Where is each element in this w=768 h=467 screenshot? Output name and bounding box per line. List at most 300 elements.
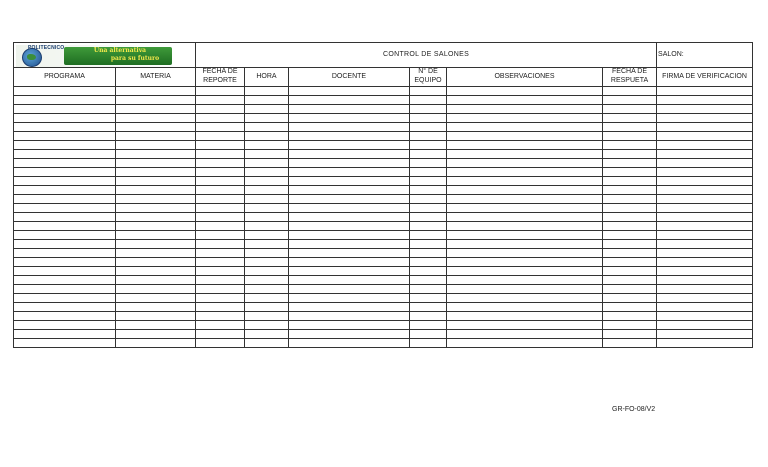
- table-cell[interactable]: [245, 132, 289, 141]
- table-cell[interactable]: [447, 195, 603, 204]
- table-cell[interactable]: [196, 249, 245, 258]
- table-row: [14, 159, 753, 168]
- table-cell[interactable]: [289, 177, 410, 186]
- table-cell[interactable]: [289, 132, 410, 141]
- table-cell[interactable]: [603, 204, 657, 213]
- table-cell[interactable]: [14, 132, 116, 141]
- table-cell[interactable]: [196, 186, 245, 195]
- table-cell[interactable]: [603, 141, 657, 150]
- table-cell[interactable]: [410, 330, 447, 339]
- table-cell[interactable]: [657, 177, 753, 186]
- table-cell[interactable]: [245, 105, 289, 114]
- table-cell[interactable]: [410, 177, 447, 186]
- table-cell[interactable]: [289, 330, 410, 339]
- table-cell[interactable]: [196, 105, 245, 114]
- table-row: [14, 168, 753, 177]
- table-cell[interactable]: [410, 321, 447, 330]
- table-cell[interactable]: [196, 141, 245, 150]
- table-cell[interactable]: [196, 339, 245, 348]
- table-cell[interactable]: [289, 96, 410, 105]
- table-cell[interactable]: [196, 312, 245, 321]
- col-fecha-respuesta-line1: FECHA DE: [612, 68, 648, 76]
- table-cell[interactable]: [657, 168, 753, 177]
- table-cell[interactable]: [603, 231, 657, 240]
- table-cell[interactable]: [14, 186, 116, 195]
- table-cell[interactable]: [410, 141, 447, 150]
- table-cell[interactable]: [410, 231, 447, 240]
- table-cell[interactable]: [245, 186, 289, 195]
- logo-slogan-line1: Una alternativa: [93, 46, 147, 54]
- table-cell[interactable]: [245, 276, 289, 285]
- table-cell[interactable]: [410, 240, 447, 249]
- table-cell[interactable]: [116, 177, 196, 186]
- table-cell[interactable]: [657, 294, 753, 303]
- table-cell[interactable]: [196, 231, 245, 240]
- table-cell[interactable]: [603, 249, 657, 258]
- table-cell[interactable]: [447, 321, 603, 330]
- table-cell[interactable]: [116, 240, 196, 249]
- table-cell[interactable]: [289, 150, 410, 159]
- table-cell[interactable]: [245, 150, 289, 159]
- table-cell[interactable]: [657, 87, 753, 96]
- table-cell[interactable]: [289, 141, 410, 150]
- table-cell[interactable]: [657, 240, 753, 249]
- table-cell[interactable]: [289, 231, 410, 240]
- table-cell[interactable]: [657, 267, 753, 276]
- table-cell[interactable]: [14, 312, 116, 321]
- table-cell[interactable]: [603, 186, 657, 195]
- table-row: [14, 231, 753, 240]
- table-cell[interactable]: [116, 231, 196, 240]
- table-cell[interactable]: [289, 195, 410, 204]
- table-cell[interactable]: [603, 195, 657, 204]
- col-fecha-reporte-line2: REPORTE: [203, 77, 237, 84]
- table-cell[interactable]: [196, 87, 245, 96]
- table-cell[interactable]: [289, 312, 410, 321]
- table-cell[interactable]: [245, 303, 289, 312]
- table-cell[interactable]: [116, 114, 196, 123]
- table-cell[interactable]: [116, 141, 196, 150]
- table-cell[interactable]: [657, 330, 753, 339]
- col-observaciones: OBSERVACIONES: [447, 68, 603, 87]
- table-cell[interactable]: [657, 186, 753, 195]
- table-cell[interactable]: [603, 132, 657, 141]
- table-cell[interactable]: [245, 123, 289, 132]
- table-cell[interactable]: [289, 240, 410, 249]
- table-cell[interactable]: [410, 159, 447, 168]
- table-cell[interactable]: [447, 168, 603, 177]
- table-cell[interactable]: [410, 285, 447, 294]
- table-cell[interactable]: [116, 312, 196, 321]
- table-cell[interactable]: [245, 87, 289, 96]
- table-cell[interactable]: [289, 168, 410, 177]
- table-cell[interactable]: [116, 294, 196, 303]
- table-cell[interactable]: [14, 177, 116, 186]
- header-row: [14, 68, 753, 87]
- table-cell[interactable]: [410, 276, 447, 285]
- table-cell[interactable]: [447, 204, 603, 213]
- table-cell[interactable]: [116, 87, 196, 96]
- table-cell[interactable]: [410, 204, 447, 213]
- table-cell[interactable]: [245, 222, 289, 231]
- table-cell[interactable]: [196, 132, 245, 141]
- table-row: [14, 294, 753, 303]
- table-cell[interactable]: [196, 96, 245, 105]
- table-cell[interactable]: [410, 105, 447, 114]
- table-cell[interactable]: [447, 150, 603, 159]
- table-cell[interactable]: [447, 123, 603, 132]
- table-row: [14, 303, 753, 312]
- table-cell[interactable]: [603, 87, 657, 96]
- data-rows: [14, 87, 753, 348]
- control-table: [13, 42, 753, 348]
- table-row: [14, 186, 753, 195]
- table-cell[interactable]: [447, 159, 603, 168]
- table-cell[interactable]: [245, 114, 289, 123]
- table-row: [14, 285, 753, 294]
- table-row: [14, 213, 753, 222]
- table-cell[interactable]: [657, 195, 753, 204]
- table-cell[interactable]: [14, 105, 116, 114]
- table-cell[interactable]: [14, 231, 116, 240]
- table-cell[interactable]: [289, 321, 410, 330]
- table-cell[interactable]: [245, 168, 289, 177]
- logo-slogan-line2: para su futuro: [110, 54, 160, 62]
- table-cell[interactable]: [196, 294, 245, 303]
- table-cell[interactable]: [14, 114, 116, 123]
- table-cell[interactable]: [447, 249, 603, 258]
- table-cell[interactable]: [657, 204, 753, 213]
- table-cell[interactable]: [603, 294, 657, 303]
- table-row: [14, 258, 753, 267]
- table-cell[interactable]: [116, 222, 196, 231]
- table-cell[interactable]: [14, 123, 116, 132]
- table-cell[interactable]: [447, 276, 603, 285]
- table-cell[interactable]: [289, 105, 410, 114]
- table-cell[interactable]: [657, 114, 753, 123]
- table-cell[interactable]: [245, 159, 289, 168]
- table-cell[interactable]: [410, 87, 447, 96]
- table-cell[interactable]: [410, 123, 447, 132]
- col-fecha-respuesta-line2: RESPUETA: [610, 77, 649, 84]
- table-cell[interactable]: [657, 285, 753, 294]
- table-cell[interactable]: [447, 96, 603, 105]
- table-cell[interactable]: [196, 213, 245, 222]
- table-cell[interactable]: [116, 132, 196, 141]
- table-cell[interactable]: [196, 123, 245, 132]
- table-cell[interactable]: [603, 159, 657, 168]
- table-cell[interactable]: [447, 114, 603, 123]
- table-cell[interactable]: [657, 105, 753, 114]
- table-cell[interactable]: [116, 123, 196, 132]
- table-cell[interactable]: [410, 312, 447, 321]
- table-cell[interactable]: [14, 294, 116, 303]
- table-cell[interactable]: [447, 240, 603, 249]
- table-cell[interactable]: [14, 159, 116, 168]
- table-cell[interactable]: [14, 276, 116, 285]
- table-cell[interactable]: [603, 177, 657, 186]
- table-cell[interactable]: [603, 213, 657, 222]
- table-cell[interactable]: [245, 96, 289, 105]
- table-cell[interactable]: [116, 195, 196, 204]
- table-cell[interactable]: [410, 267, 447, 276]
- table-cell[interactable]: [14, 141, 116, 150]
- table-cell[interactable]: [14, 96, 116, 105]
- table-cell[interactable]: [245, 204, 289, 213]
- logo-name: POLITECNICO: [28, 44, 65, 51]
- table-cell[interactable]: [447, 312, 603, 321]
- table-cell[interactable]: [657, 339, 753, 348]
- table-row: [14, 240, 753, 249]
- table-cell[interactable]: [410, 114, 447, 123]
- table-cell[interactable]: [447, 330, 603, 339]
- table-cell[interactable]: [289, 339, 410, 348]
- table-cell[interactable]: [116, 213, 196, 222]
- table-cell[interactable]: [289, 249, 410, 258]
- table-cell[interactable]: [14, 267, 116, 276]
- table-cell[interactable]: [289, 123, 410, 132]
- table-cell[interactable]: [603, 105, 657, 114]
- table-cell[interactable]: [603, 96, 657, 105]
- table-row: [14, 177, 753, 186]
- table-cell[interactable]: [603, 123, 657, 132]
- col-programa: PROGRAMA: [14, 68, 116, 87]
- table-cell[interactable]: [196, 222, 245, 231]
- table-cell[interactable]: [603, 303, 657, 312]
- col-materia: MATERIA: [116, 68, 196, 87]
- table-cell[interactable]: [245, 312, 289, 321]
- table-cell[interactable]: [447, 141, 603, 150]
- table-cell[interactable]: [245, 177, 289, 186]
- table-cell[interactable]: [603, 114, 657, 123]
- table-cell[interactable]: [289, 213, 410, 222]
- table-cell[interactable]: [289, 114, 410, 123]
- table-row: [14, 150, 753, 159]
- table-cell[interactable]: [657, 123, 753, 132]
- table-cell[interactable]: [196, 114, 245, 123]
- table-cell[interactable]: [196, 267, 245, 276]
- table-cell[interactable]: [603, 222, 657, 231]
- table-cell[interactable]: [14, 222, 116, 231]
- table-cell[interactable]: [447, 186, 603, 195]
- table-cell[interactable]: [410, 213, 447, 222]
- table-cell[interactable]: [410, 339, 447, 348]
- table-cell[interactable]: [410, 222, 447, 231]
- table-cell[interactable]: [196, 177, 245, 186]
- table-cell[interactable]: [289, 258, 410, 267]
- table-cell[interactable]: [116, 96, 196, 105]
- table-cell[interactable]: [657, 249, 753, 258]
- table-cell[interactable]: [289, 303, 410, 312]
- table-cell[interactable]: [196, 276, 245, 285]
- table-cell[interactable]: [196, 330, 245, 339]
- table-cell[interactable]: [603, 330, 657, 339]
- table-cell[interactable]: [603, 312, 657, 321]
- table-cell[interactable]: [116, 267, 196, 276]
- table-cell[interactable]: [447, 267, 603, 276]
- table-cell[interactable]: [14, 258, 116, 267]
- table-cell[interactable]: [245, 240, 289, 249]
- table-cell[interactable]: [447, 339, 603, 348]
- table-cell[interactable]: [410, 249, 447, 258]
- table-cell[interactable]: [447, 258, 603, 267]
- table-cell[interactable]: [289, 87, 410, 96]
- table-cell[interactable]: [245, 141, 289, 150]
- table-cell[interactable]: [116, 276, 196, 285]
- table-cell[interactable]: [245, 339, 289, 348]
- table-cell[interactable]: [116, 168, 196, 177]
- control-salones-sheet: [13, 42, 752, 348]
- table-cell[interactable]: [14, 240, 116, 249]
- table-cell[interactable]: [245, 330, 289, 339]
- table-cell[interactable]: [603, 321, 657, 330]
- col-hora: HORA: [245, 68, 289, 87]
- table-cell[interactable]: [116, 285, 196, 294]
- table-cell[interactable]: [447, 105, 603, 114]
- table-cell[interactable]: [245, 285, 289, 294]
- table-cell[interactable]: [116, 204, 196, 213]
- table-cell[interactable]: [657, 231, 753, 240]
- table-cell[interactable]: [196, 285, 245, 294]
- table-cell[interactable]: [657, 222, 753, 231]
- table-cell[interactable]: [603, 150, 657, 159]
- table-cell[interactable]: [14, 285, 116, 294]
- table-cell[interactable]: [14, 330, 116, 339]
- table-cell[interactable]: [116, 339, 196, 348]
- table-cell[interactable]: [289, 276, 410, 285]
- table-cell[interactable]: [447, 132, 603, 141]
- table-cell[interactable]: [657, 159, 753, 168]
- table-cell[interactable]: [657, 96, 753, 105]
- table-cell[interactable]: [603, 240, 657, 249]
- table-cell[interactable]: [289, 222, 410, 231]
- table-cell[interactable]: [289, 186, 410, 195]
- table-row: [14, 96, 753, 105]
- table-cell[interactable]: [196, 240, 245, 249]
- table-cell[interactable]: [447, 303, 603, 312]
- table-cell[interactable]: [410, 168, 447, 177]
- politecnico-logo: [16, 45, 179, 67]
- table-cell[interactable]: [14, 303, 116, 312]
- table-cell[interactable]: [447, 285, 603, 294]
- table-cell[interactable]: [289, 204, 410, 213]
- table-cell[interactable]: [447, 87, 603, 96]
- table-cell[interactable]: [657, 213, 753, 222]
- table-cell[interactable]: [657, 303, 753, 312]
- table-cell[interactable]: [14, 321, 116, 330]
- table-row: [14, 204, 753, 213]
- table-cell[interactable]: [245, 294, 289, 303]
- table-cell[interactable]: [410, 96, 447, 105]
- table-row: [14, 249, 753, 258]
- table-cell[interactable]: [410, 294, 447, 303]
- table-cell[interactable]: [410, 186, 447, 195]
- table-cell[interactable]: [289, 159, 410, 168]
- table-cell[interactable]: [245, 231, 289, 240]
- table-row: [14, 339, 753, 348]
- table-cell[interactable]: [447, 177, 603, 186]
- table-row: [14, 312, 753, 321]
- table-row: [14, 132, 753, 141]
- table-cell[interactable]: [14, 213, 116, 222]
- table-cell[interactable]: [657, 132, 753, 141]
- table-cell[interactable]: [603, 285, 657, 294]
- col-equipo: [410, 68, 447, 87]
- table-cell[interactable]: [14, 204, 116, 213]
- salon-field[interactable]: SALON:: [657, 43, 753, 68]
- table-cell[interactable]: [603, 267, 657, 276]
- table-cell[interactable]: [657, 321, 753, 330]
- table-cell[interactable]: [657, 141, 753, 150]
- table-cell[interactable]: [447, 231, 603, 240]
- table-cell[interactable]: [657, 312, 753, 321]
- table-cell[interactable]: [196, 168, 245, 177]
- table-row: [14, 105, 753, 114]
- table-cell[interactable]: [410, 258, 447, 267]
- table-cell[interactable]: [116, 150, 196, 159]
- table-row: [14, 321, 753, 330]
- table-cell[interactable]: [410, 150, 447, 159]
- table-cell[interactable]: [14, 87, 116, 96]
- table-cell[interactable]: [116, 330, 196, 339]
- table-cell[interactable]: [116, 159, 196, 168]
- table-cell[interactable]: [603, 276, 657, 285]
- table-cell[interactable]: [196, 258, 245, 267]
- table-row: [14, 276, 753, 285]
- table-cell[interactable]: [245, 258, 289, 267]
- table-cell[interactable]: [410, 132, 447, 141]
- table-cell[interactable]: [14, 339, 116, 348]
- table-cell[interactable]: [196, 195, 245, 204]
- table-cell[interactable]: [14, 168, 116, 177]
- table-cell[interactable]: [245, 267, 289, 276]
- table-cell[interactable]: [196, 159, 245, 168]
- table-cell[interactable]: [289, 285, 410, 294]
- table-cell[interactable]: [410, 303, 447, 312]
- table-cell[interactable]: [447, 213, 603, 222]
- table-cell[interactable]: [447, 222, 603, 231]
- table-cell[interactable]: [245, 213, 289, 222]
- table-cell[interactable]: [14, 150, 116, 159]
- col-firma: FIRMA DE VERIFICACION: [657, 68, 753, 87]
- table-cell[interactable]: [196, 150, 245, 159]
- table-cell[interactable]: [196, 303, 245, 312]
- table-cell[interactable]: [196, 204, 245, 213]
- table-cell[interactable]: [657, 258, 753, 267]
- table-cell[interactable]: [196, 321, 245, 330]
- table-cell[interactable]: [245, 195, 289, 204]
- table-cell[interactable]: [245, 321, 289, 330]
- table-cell[interactable]: [245, 249, 289, 258]
- table-cell[interactable]: [116, 249, 196, 258]
- table-cell[interactable]: [289, 267, 410, 276]
- table-cell[interactable]: [657, 150, 753, 159]
- table-cell[interactable]: [603, 168, 657, 177]
- table-cell[interactable]: [116, 186, 196, 195]
- table-cell[interactable]: [289, 294, 410, 303]
- table-cell[interactable]: [116, 258, 196, 267]
- table-cell[interactable]: [603, 258, 657, 267]
- table-cell[interactable]: [14, 195, 116, 204]
- table-cell[interactable]: [447, 294, 603, 303]
- table-cell[interactable]: [14, 249, 116, 258]
- table-cell[interactable]: [116, 321, 196, 330]
- table-cell[interactable]: [410, 195, 447, 204]
- table-cell[interactable]: [657, 276, 753, 285]
- table-cell[interactable]: [603, 339, 657, 348]
- table-cell[interactable]: [116, 303, 196, 312]
- table-cell[interactable]: [116, 105, 196, 114]
